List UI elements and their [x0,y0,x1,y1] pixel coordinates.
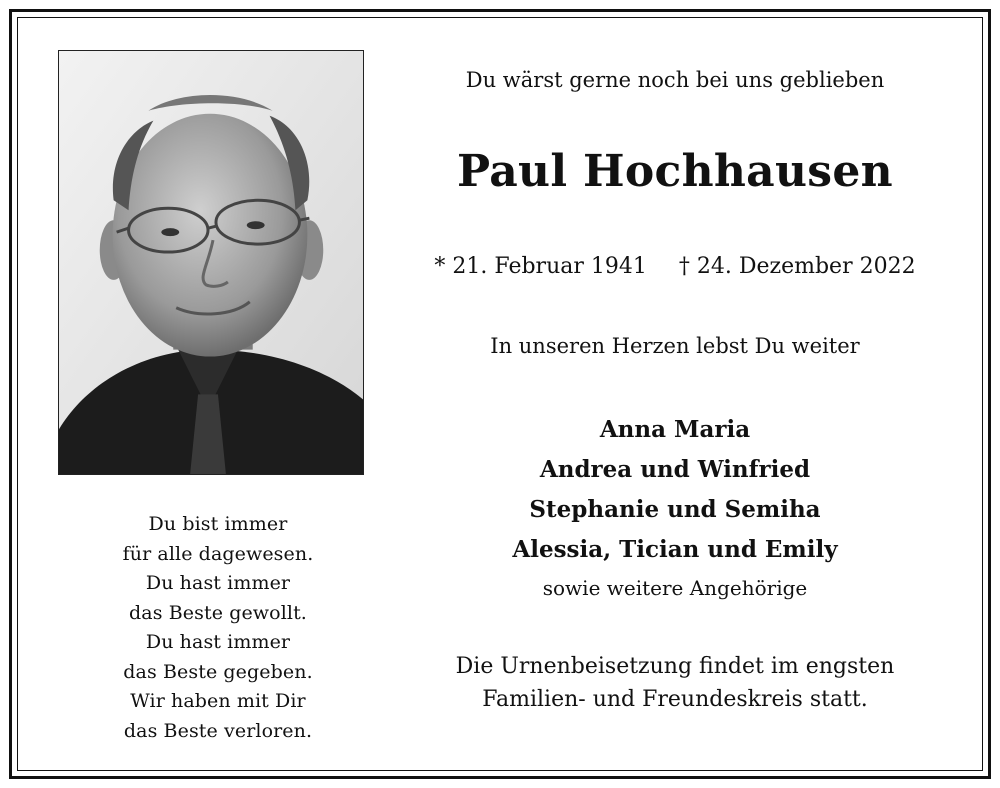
birth-date: * 21. Februar 1941 [434,254,647,279]
tagline: Du wärst gerne noch bei uns geblieben [465,68,885,92]
poem-line: für alle dagewesen. [122,542,314,565]
poem-line: Du hast immer [145,631,291,653]
portrait-photo [58,50,364,475]
survivor-name: Anna Maria [599,416,751,443]
survivor-name: Andrea und Winfried [539,456,811,483]
poem-line: Du hast immer [145,572,291,594]
poem-line: das Beste verloren. [123,719,313,742]
survivor-name: Alessia, Tician und Emily [512,536,838,563]
portrait-photo-icon [59,51,363,474]
death-date: † 24. Dezember 2022 [678,254,916,279]
poem [58,510,378,746]
poem-line: Du bist immer [148,513,288,535]
poem-line: das Beste gegeben. [123,660,313,683]
other-relatives: sowie weitere Angehörige [542,576,808,600]
poem-line: das Beste gewollt. [129,601,307,624]
survivor-name: Stephanie und Semiha [529,496,821,523]
burial-notice [400,650,950,716]
deceased-name: Paul Hochhausen [457,146,893,197]
remembrance-line: In unseren Herzen lebst Du weiter [490,334,860,358]
notice-line: Die Urnenbeisetzung findet im engsten [455,654,895,679]
notice-line: Familien- und Freundeskreis statt. [482,687,868,712]
life-dates [400,254,950,279]
poem-line: Wir haben mit Dir [130,690,306,712]
survivors-list [400,410,950,606]
